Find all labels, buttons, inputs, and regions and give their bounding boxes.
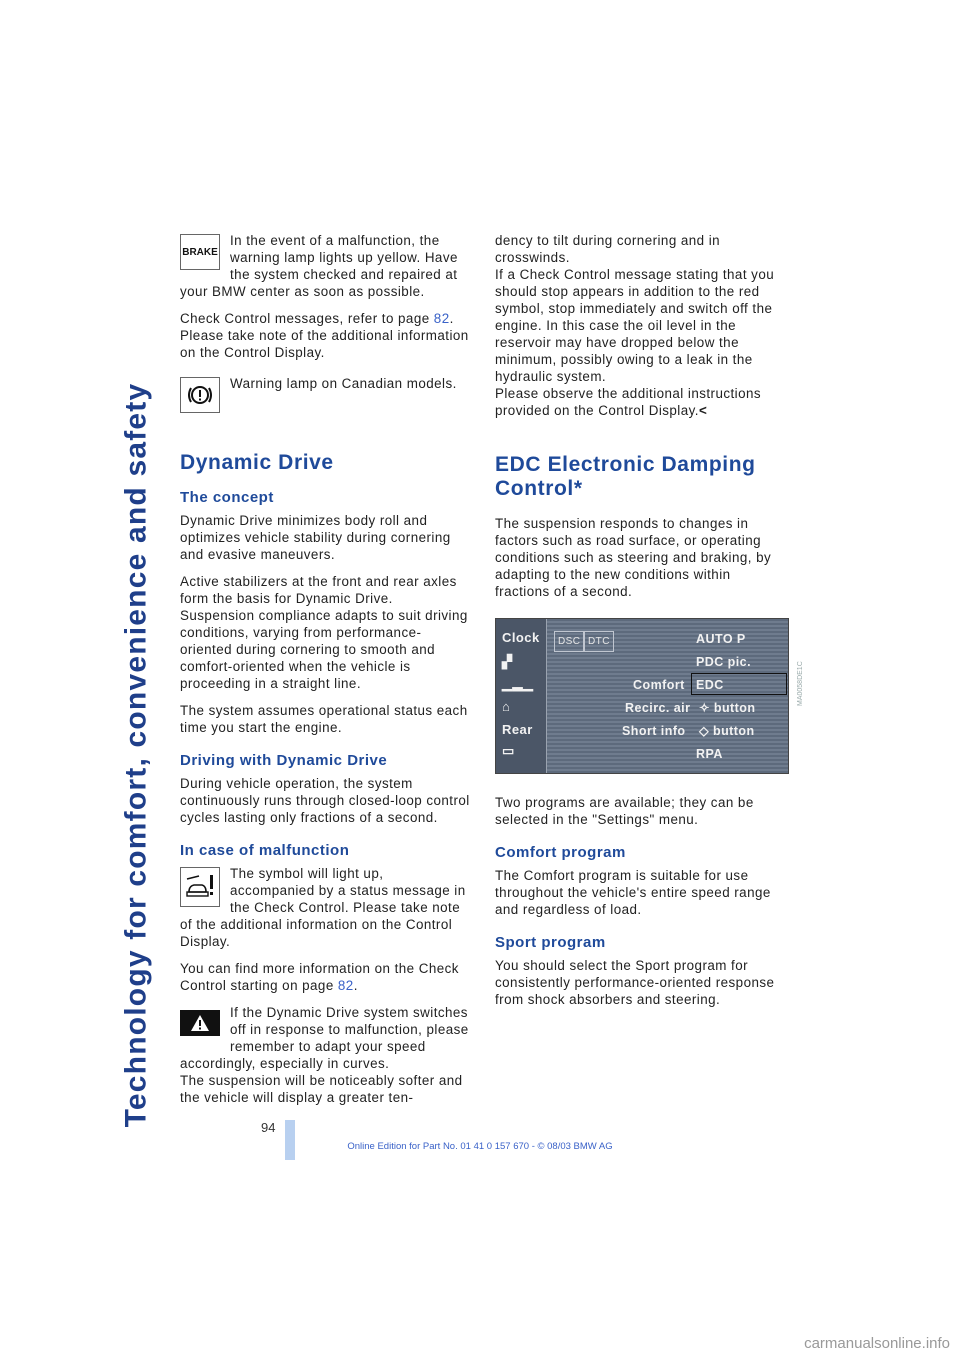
- figure-id: MA0058DE1C: [797, 661, 804, 706]
- menu-comfort: Comfort: [633, 678, 685, 692]
- end-mark: <: [698, 403, 708, 418]
- concept-paragraph-3: The system assumes operational status each time you start the engine.: [180, 703, 468, 735]
- menu-pdc: PDC pic.: [696, 655, 751, 669]
- warning-text-2: The suspension will be noticeably softer and the vehicle will display a greater ten-: [180, 1073, 463, 1105]
- menu-edc: EDC: [696, 678, 724, 692]
- right-column: [495, 232, 787, 1018]
- brake-text: In the event of a malfunction, the warning lamp lights up yellow. Have the system checked and repaired at your BMW center as soon as possible.: [180, 233, 458, 299]
- display-sidebar: [496, 619, 547, 773]
- menu-short-button: ◇ button: [699, 724, 755, 738]
- sidebar-flag-icon: ▞: [502, 654, 513, 669]
- safety-warning-block: [180, 1004, 470, 1116]
- sport-paragraph: You should select the Sport program for consistently performance-oriented response from shock absorbers and steering.: [495, 958, 775, 1007]
- page-number: 94: [261, 1120, 276, 1135]
- footer-edition: Online Edition for Part No. 01 41 0 157 670 - © 08/03 BMW AG: [347, 1141, 613, 1152]
- sidebar-screen-icon: ▭: [502, 743, 515, 758]
- brake-warning-block: [180, 232, 470, 310]
- watermark: carmanualsonline.info: [804, 1335, 950, 1352]
- continued-paragraph-2: If a Check Control message stating that you should stop appears in addition to the red symbol, stop immediately and switch off the engine. In this case the oil level in the reservoir may have dropped below the minimum, possibly owing to a leak in the hydraulic system.: [495, 267, 775, 384]
- malfunction-ref: You can find more information on the Check Control starting on page 82.: [180, 961, 459, 993]
- tab-dsc: DSC: [554, 631, 584, 652]
- canada-warning-block: [180, 375, 470, 417]
- edc-paragraph: The suspension responds to changes in factors such as road surface, or operating conditions such as steering and braking, by adapting to the new conditions within fractions of a second.: [495, 516, 772, 599]
- check-control-ref: Check Control messages, refer to page 82. Please take note of the additional information on the Control Display.: [180, 311, 469, 360]
- brake-icon: BRAKE: [180, 234, 220, 270]
- tab-dtc: DTC: [584, 631, 614, 652]
- sidebar-rear: Rear: [502, 722, 533, 737]
- malfunction-block: [180, 865, 470, 960]
- concept-paragraph-2: Active stabilizers at the front and rear axles form the basis for Dynamic Drive. Suspension compliance adapts to suit driving conditions, varying from performance-oriented during cornering to smooth and comfort-oriented when the vehicle is proceeding in a straight line.: [180, 574, 468, 691]
- page-link-82[interactable]: 82: [433, 311, 450, 326]
- continued-paragraph-3: Please observe the additional instructions provided on the Control Display.<: [495, 386, 762, 418]
- section-title-dynamic-drive: Dynamic Drive: [180, 451, 334, 474]
- menu-recirc: Recirc. air: [625, 701, 691, 715]
- side-chapter-title: Technology for comfort, convenience and safety: [119, 382, 152, 1128]
- page-link-82-b[interactable]: 82: [337, 978, 354, 993]
- menu-auto-p: AUTO P: [696, 632, 746, 646]
- brake-circle-icon: [180, 377, 220, 413]
- left-column: [180, 232, 470, 1116]
- sidebar-car-icon: ⌂: [502, 699, 511, 714]
- driving-paragraph: During vehicle operation, the system continuously runs through closed-loop control cycles lasting only fractions of a second.: [180, 776, 470, 825]
- programs-paragraph: Two programs are available; they can be selected in the "Settings" menu.: [495, 795, 754, 827]
- heading-driving: Driving with Dynamic Drive: [180, 752, 388, 769]
- warning-text-1: If the Dynamic Drive system switches off in response to malfunction, please remember to adapt your speed accordingly, especially in curves.: [180, 1005, 469, 1071]
- menu-short-info: Short info: [622, 724, 686, 738]
- control-display-screenshot: [495, 618, 789, 774]
- continued-paragraph-1: dency to tilt during cornering and in crosswinds.: [495, 233, 721, 265]
- heading-sport-program: Sport program: [495, 934, 606, 951]
- diamond-icon: ◇: [699, 724, 710, 738]
- car-tilt-warning-icon: [184, 872, 216, 902]
- sidebar-ruler-icon: ▁▂▁: [502, 676, 534, 691]
- heading-the-concept: The concept: [180, 489, 274, 506]
- section-title-edc: EDC Electronic Damping Control*: [495, 453, 756, 500]
- dynamic-drive-malfunction-icon: [180, 867, 220, 907]
- heading-comfort-program: Comfort program: [495, 844, 626, 861]
- exclamation-circle-icon: [186, 384, 214, 406]
- comfort-paragraph: The Comfort program is suitable for use throughout the vehicle's entire speed range and regardless of load.: [495, 868, 771, 917]
- menu-rpa: RPA: [696, 747, 723, 761]
- sidebar-clock: Clock: [502, 630, 540, 645]
- star-icon: ✧: [699, 701, 710, 715]
- malfunction-text: The symbol will light up, accompanied by a status message in the Check Control. Please take note of the additional information on the Control Display.: [180, 866, 466, 949]
- warning-triangle-icon: [180, 1010, 220, 1036]
- concept-paragraph-1: Dynamic Drive minimizes body roll and optimizes vehicle stability during cornering and evasive maneuvers.: [180, 513, 451, 562]
- heading-malfunction: In case of malfunction: [180, 842, 350, 859]
- page-tab-bar: [285, 1120, 295, 1160]
- canada-text: Warning lamp on Canadian models.: [230, 376, 457, 391]
- menu-recirc-button: ✧ button: [699, 701, 756, 715]
